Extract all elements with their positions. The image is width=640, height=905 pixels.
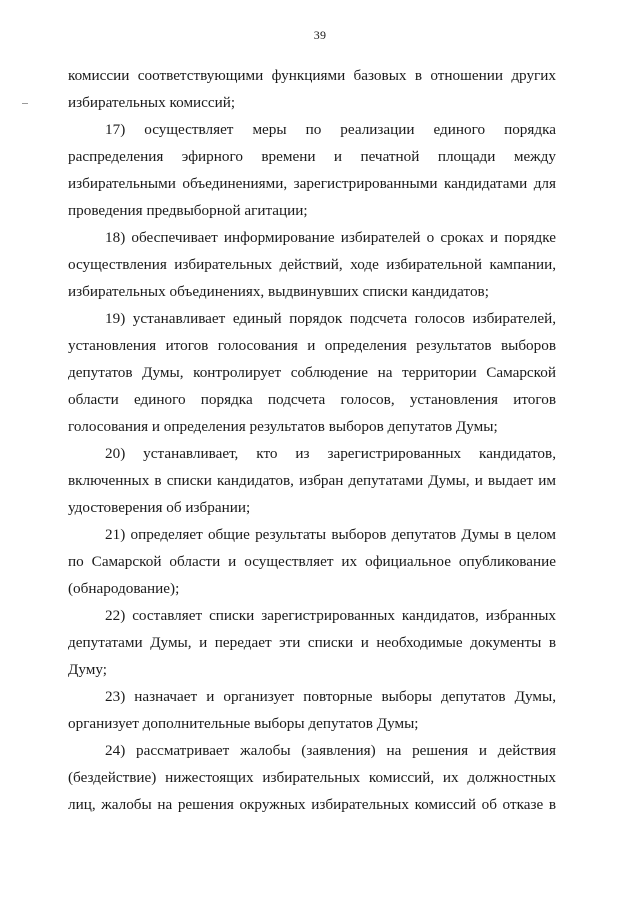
paragraph-item-17: 17) осуществляет меры по реализации единого порядка распределения эфирного времени и печатной площади между избирательными объединениями, зарегистрированными кандидатами для проведения предвыборной агитации; [68,121,556,219]
paragraph-item-24: 24) рассматривает жалобы (заявления) на решения и действия (бездействие) нижестоящих избирательных комиссий, их должностных лиц, жалобы на решения окружных избирательных комиссий об отказе в [68,742,556,813]
margin-mark [22,103,28,104]
paragraph-continuation: комиссии соответствующими функциями базовых в отношении других избирательных комиссий; [68,67,556,111]
paragraph-item-22: 22) составляет списки зарегистрированных кандидатов, избранных депутатами Думы, и передает эти списки и необходимые документы в Думу; [68,607,556,678]
paragraph-item-23: 23) назначает и организует повторные выборы депутатов Думы, организует дополнительные выборы депутатов Думы; [68,688,556,732]
document-body [68,62,556,818]
paragraph-item-19: 19) устанавливает единый порядок подсчета голосов избирателей, установления итогов голосования и определения результатов выборов депутатов Думы, контролирует соблюдение на территории Самарской области единого порядка подсчета голосов, установления итогов голосования и определения результатов выборов депутатов Думы; [68,310,556,435]
paragraph-item-21: 21) определяет общие результаты выборов депутатов Думы в целом по Самарской области и осуществляет их официальное опубликование (обнародование); [68,526,556,597]
page-number: 39 [313,28,327,42]
paragraph-item-20: 20) устанавливает, кто из зарегистрированных кандидатов, включенных в списки кандидатов, избран депутатами Думы, и выдает им удостоверения об избрании; [68,445,556,516]
paragraph-item-18: 18) обеспечивает информирование избирателей о сроках и порядке осуществления избирательных действий, ходе избирательной кампании, избирательных объединениях, выдвинувших списки кандидатов; [68,229,556,300]
